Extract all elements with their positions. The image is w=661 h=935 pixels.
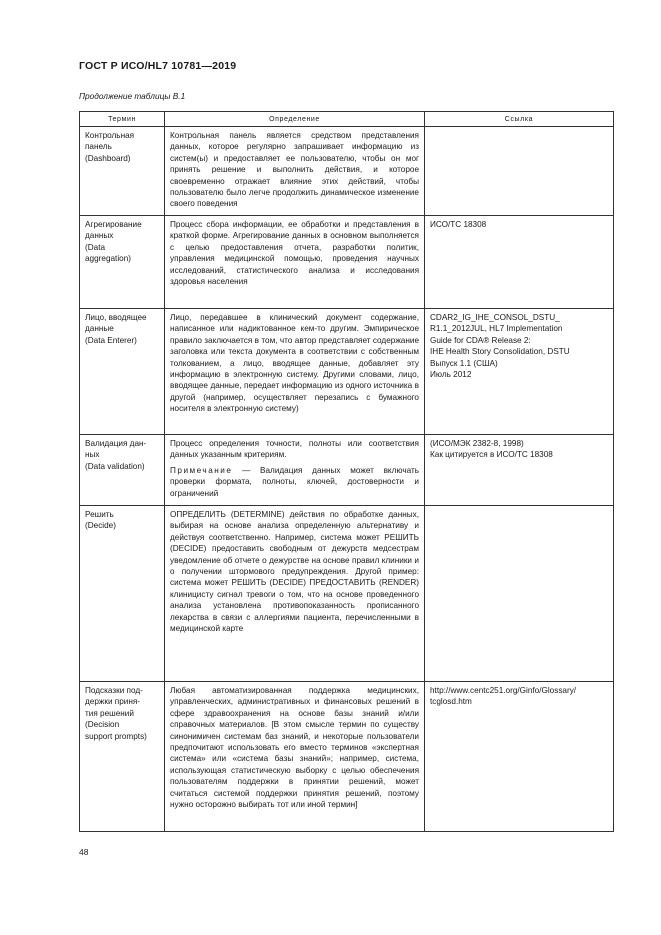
- reference-cell: [425, 309, 614, 435]
- reference-line: Июль 2012: [430, 370, 472, 380]
- term-cell: [80, 506, 165, 682]
- reference-line: http://www.centc251.org/Ginfo/Glossary/: [430, 686, 577, 695]
- term-line: aggregation): [85, 254, 131, 264]
- term-line: Валидация дан-: [85, 439, 147, 448]
- definition-cell: [165, 216, 425, 309]
- term-line: данных: [85, 231, 114, 241]
- column-header-reference: Ссылка: [425, 112, 614, 127]
- page-number: 48: [79, 847, 89, 857]
- term-line: панель: [85, 142, 112, 152]
- reference-cell: [425, 127, 614, 216]
- definition-text: Лицо, передавшее в клинический документ содержание, написанное или надиктованное кем-то другим. Эмпирическое правило заключается в том, что автор представляет содержание заголовка или текста документа в соответствии с собственным толкованием, а лицо, вводящее данные, добавляет эту информацию в электронную систему. Другими словами, лицо, вводящее данные, передает информацию из одного источника в другой (например, осуществляет перезапись с бумажного носителя в электронную систему): [170, 313, 419, 414]
- reference-cell: [425, 216, 614, 309]
- term-line: (Decide): [85, 521, 116, 531]
- definition-text: Процесс сбора информации, ее обработки и представления в краткой форме. Агрегирование данных в основном выполняется с целью предоставления отчета, разработки политик, управления медицинской помощью, проведения научных исследований, статистического анализа и исследования здоровья населения: [170, 220, 419, 287]
- reference-cell: [425, 435, 614, 506]
- note-text: — Валидация данных может включать проверки формата, полноты, ключей, достоверности и ограничений: [170, 465, 419, 498]
- definition-text: Процесс определения точности, полноты или соответствия данных указанным критериям.: [170, 439, 419, 460]
- reference-line: IHE Health Story Consolidation, DSTU: [430, 347, 570, 357]
- term-line: support prompts): [85, 731, 147, 741]
- reference-line: Выпуск 1.1 (США): [430, 358, 498, 368]
- reference-line: R1.1_2012JUL, HL7 Implementation: [430, 324, 563, 334]
- term-line: тия решений: [85, 708, 134, 718]
- term-line: (Data: [85, 242, 106, 252]
- table-row: [80, 216, 614, 309]
- reference-line: ИСО/ТС 18308: [430, 220, 487, 229]
- term-line: Контрольная: [85, 131, 135, 140]
- term-cell: [80, 682, 165, 832]
- definition-text: Любая автоматизированная поддержка медицинских, управленческих, административных и финансовых решений в сфере здравоохранения на основе базы знаний и/или справочных материалов. [В этом смысле термин по существу синонимичен системам баз знаний, и некоторые пользователи предпочитают использовать его вместо терминов «экспертная система» или «система базы знаний»; например, система, использующая статистическую выборку с целью обеспечения пользователям поддержки в принятии решений, может считаться системой поддержки принятия решений, поэтому нужно осторожно выбирать тот или иной термин]: [170, 686, 419, 810]
- definition-cell: [165, 506, 425, 682]
- reference-line: Как цитируется в ИСО/ТС 18308: [430, 450, 553, 460]
- term-cell: [80, 216, 165, 309]
- reference-line: (ИСО/МЭК 2382-8, 1998): [430, 439, 524, 448]
- definition-cell: [165, 435, 425, 506]
- definition-text: ОПРЕДЕЛИТЬ (DETERMINE) действия по обработке данных, выбирая на основе анализа определенную альтернативу и действуя соответственно. Например, система может РЕШИТЬ (DECIDE) предоставить свободным от дежурств медсестрам уведомление об отчете о дежурстве на основе правил клиники и о получении штормового предупреждения. Другой пример: система может РЕШИТЬ (DECIDE) ПРЕДОСТАВИТЬ (RENDER) клиницисту сигнал тревоги о том, что на основе проведенного анализа установлена противопоказанность прописанного лекарства в связи с аллергиями пациента, перечисленными в медицинской карте: [170, 510, 419, 634]
- definition-cell: [165, 682, 425, 832]
- term-cell: [80, 309, 165, 435]
- reference-line: tcglosd.htm: [430, 697, 472, 707]
- term-line: Лицо, вводящее: [85, 313, 147, 322]
- table-continuation-caption: Продолжение таблицы В.1: [79, 91, 186, 101]
- column-header-term: Термин: [80, 112, 165, 127]
- term-line: ных: [85, 450, 100, 460]
- definition-note: [170, 465, 419, 499]
- table-row: [80, 309, 614, 435]
- reference-cell: [425, 506, 614, 682]
- terms-table: [79, 111, 614, 832]
- reference-line: CDAR2_IG_IHE_CONSOL_DSTU_: [430, 313, 560, 322]
- term-line: Агрегирование: [85, 220, 142, 229]
- definition-cell: [165, 127, 425, 216]
- document-id: ГОСТ Р ИСО/HL7 10781—2019: [79, 60, 237, 72]
- reference-line: Guide for CDA® Release 2:: [430, 335, 531, 345]
- definition-cell: [165, 309, 425, 435]
- table-row: [80, 682, 614, 832]
- term-line: Решить: [85, 510, 114, 519]
- term-line: Подсказки под-: [85, 686, 143, 695]
- table-row: [80, 435, 614, 506]
- term-line: держки приня-: [85, 697, 141, 707]
- term-line: данные: [85, 324, 114, 334]
- reference-cell: [425, 682, 614, 832]
- term-cell: [80, 435, 165, 506]
- term-line: (Decision: [85, 720, 120, 730]
- term-line: (Data Enterer): [85, 335, 137, 345]
- table-body: [80, 127, 614, 832]
- term-cell: [80, 127, 165, 216]
- term-line: (Data validation): [85, 461, 145, 471]
- table-row: [80, 127, 614, 216]
- definition-text: Контрольная панель является средством представления данных, которое регулярно запрашивает информацию из систем(ы) и предоставляет ее пользователю, чтобы он мог принять решение и выполнить действия, и которое своевременно отражает влияние этих действий, чтобы пользователю было легче продолжить динамическое изменение своего поведения: [170, 131, 419, 209]
- column-header-definition: Определение: [165, 112, 425, 127]
- table-row: [80, 506, 614, 682]
- term-line: (Dashboard): [85, 153, 131, 163]
- table-header-row: [80, 112, 614, 127]
- note-label: Примечание: [170, 465, 233, 475]
